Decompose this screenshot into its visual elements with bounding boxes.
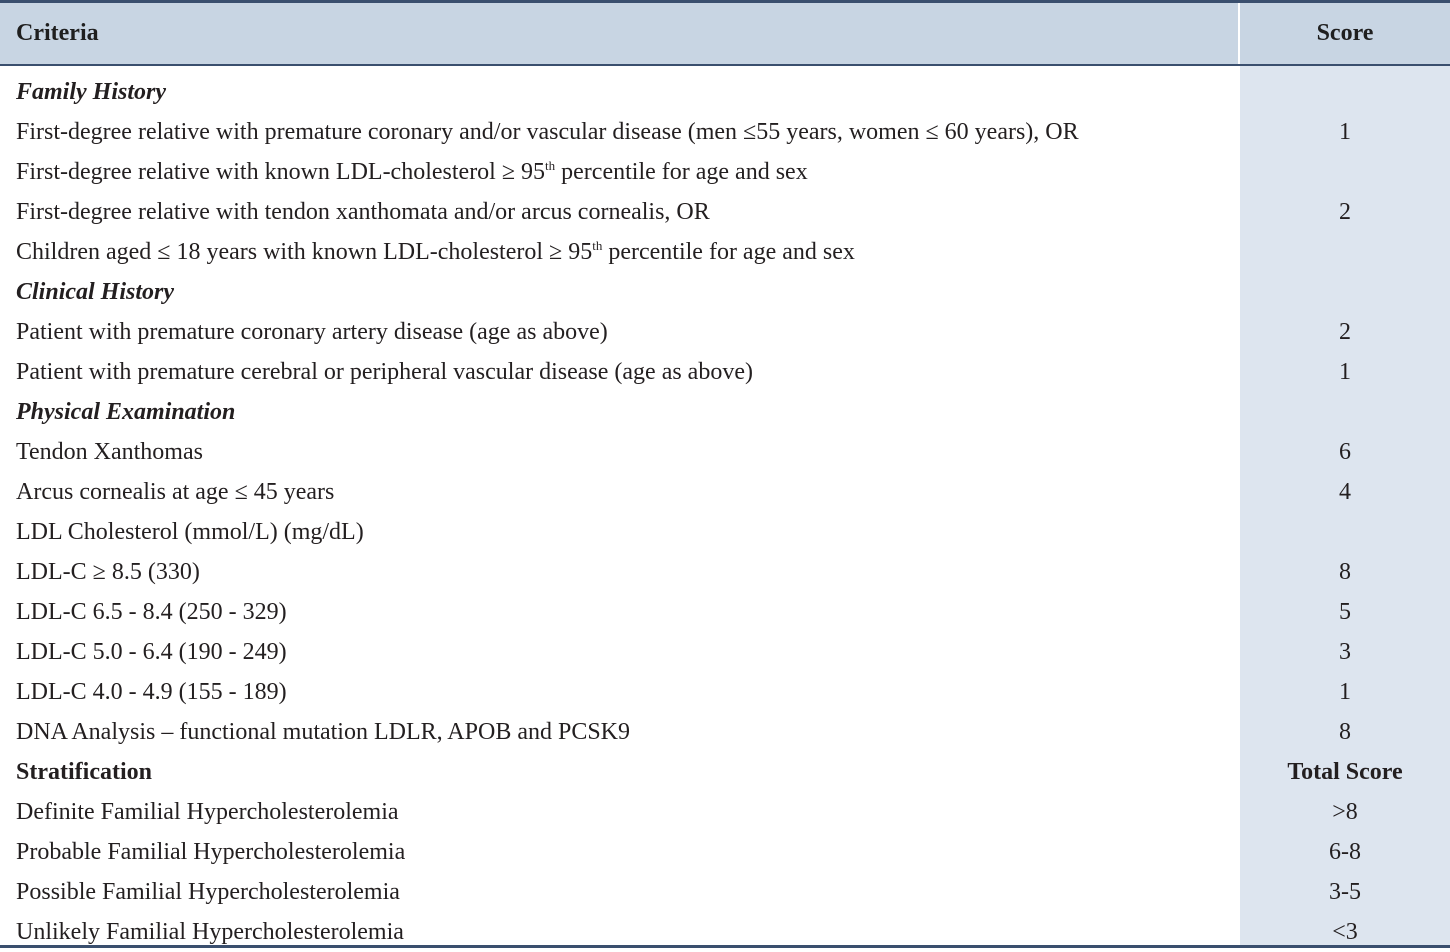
section-heading: Clinical History xyxy=(16,278,175,305)
score-cell: 3 xyxy=(1339,638,1351,665)
criteria-cell: Probable Familial Hypercholesterolemia xyxy=(16,838,406,865)
criteria-cell: LDL-C 6.5 - 8.4 (250 - 329) xyxy=(16,598,287,625)
score-cell: <3 xyxy=(1332,918,1358,945)
criteria-text: First-degree relative with known LDL-cholesterol ≥ 95 xyxy=(16,158,546,185)
table-row xyxy=(0,512,1450,552)
table-row xyxy=(0,312,1450,352)
section-heading: Family History xyxy=(16,78,166,105)
table-row xyxy=(0,792,1450,832)
criteria-cell: LDL-C 4.0 - 4.9 (155 - 189) xyxy=(16,678,287,705)
score-cell: 2 xyxy=(1339,318,1351,345)
table-body xyxy=(0,66,1450,952)
criteria-text: percentile for age and sex xyxy=(602,238,855,265)
criteria-cell: LDL-C 5.0 - 6.4 (190 - 249) xyxy=(16,638,287,665)
criteria-cell: Tendon Xanthomas xyxy=(16,438,203,465)
criteria-cell: First-degree relative with premature coronary and/or vascular disease (men ≤55 years, women ≤ 60 years), OR xyxy=(16,118,1079,145)
table-row xyxy=(0,752,1450,792)
table-row xyxy=(0,232,1450,272)
criteria-cell: LDL-C ≥ 8.5 (330) xyxy=(16,558,200,585)
section-heading: Physical Examination xyxy=(16,398,236,425)
score-cell: 1 xyxy=(1339,118,1351,145)
table-row xyxy=(0,112,1450,152)
criteria-cell xyxy=(16,159,1226,186)
score-cell: >8 xyxy=(1332,798,1358,825)
score-cell: 1 xyxy=(1339,358,1351,385)
table-row xyxy=(0,672,1450,712)
table-row xyxy=(0,472,1450,512)
score-cell: 3-5 xyxy=(1329,878,1361,905)
score-cell: 6 xyxy=(1339,438,1351,465)
score-cell: 1 xyxy=(1339,678,1351,705)
criteria-cell xyxy=(16,239,1226,266)
section-heading-row xyxy=(0,72,1450,112)
table-row xyxy=(0,872,1450,912)
table-row xyxy=(0,552,1450,592)
criteria-cell: Possible Familial Hypercholesterolemia xyxy=(16,878,400,905)
ordinal-superscript: th xyxy=(545,157,556,173)
ordinal-superscript: th xyxy=(592,237,603,253)
score-cell: 8 xyxy=(1339,718,1351,745)
table-header xyxy=(0,3,1450,66)
criteria-text: Children aged ≤ 18 years with known LDL-cholesterol ≥ 95 xyxy=(16,238,593,265)
table-row xyxy=(0,832,1450,872)
criteria-cell: DNA Analysis – functional mutation LDLR, APOB and PCSK9 xyxy=(16,718,631,745)
score-cell: Total Score xyxy=(1287,758,1403,785)
score-cell: 4 xyxy=(1339,478,1351,505)
section-heading-row xyxy=(0,392,1450,432)
criteria-cell: LDL Cholesterol (mmol/L) (mg/dL) xyxy=(16,518,364,545)
table-row xyxy=(0,592,1450,632)
score-cell: 8 xyxy=(1339,558,1351,585)
table-row xyxy=(0,192,1450,232)
criteria-cell: Definite Familial Hypercholesterolemia xyxy=(16,798,399,825)
score-cell: 5 xyxy=(1339,598,1351,625)
table-row xyxy=(0,152,1450,192)
criteria-cell: Stratification xyxy=(16,758,152,785)
criteria-cell: Unlikely Familial Hypercholesterolemia xyxy=(16,918,404,945)
table-row xyxy=(0,352,1450,392)
criteria-cell: Arcus cornealis at age ≤ 45 years xyxy=(16,478,335,505)
table-row xyxy=(0,912,1450,952)
header-score: Score xyxy=(1316,20,1374,46)
criteria-text: percentile for age and sex xyxy=(555,158,808,185)
score-cell: 2 xyxy=(1339,198,1351,225)
section-heading-row xyxy=(0,272,1450,312)
criteria-cell: First-degree relative with tendon xanthomata and/or arcus cornealis, OR xyxy=(16,198,710,225)
table-row xyxy=(0,712,1450,752)
score-cell: 6-8 xyxy=(1329,838,1361,865)
header-criteria: Criteria xyxy=(16,20,99,46)
table-row xyxy=(0,632,1450,672)
criteria-cell: Patient with premature cerebral or peripheral vascular disease (age as above) xyxy=(16,358,753,385)
criteria-cell: Patient with premature coronary artery disease (age as above) xyxy=(16,318,608,345)
table-row xyxy=(0,432,1450,472)
